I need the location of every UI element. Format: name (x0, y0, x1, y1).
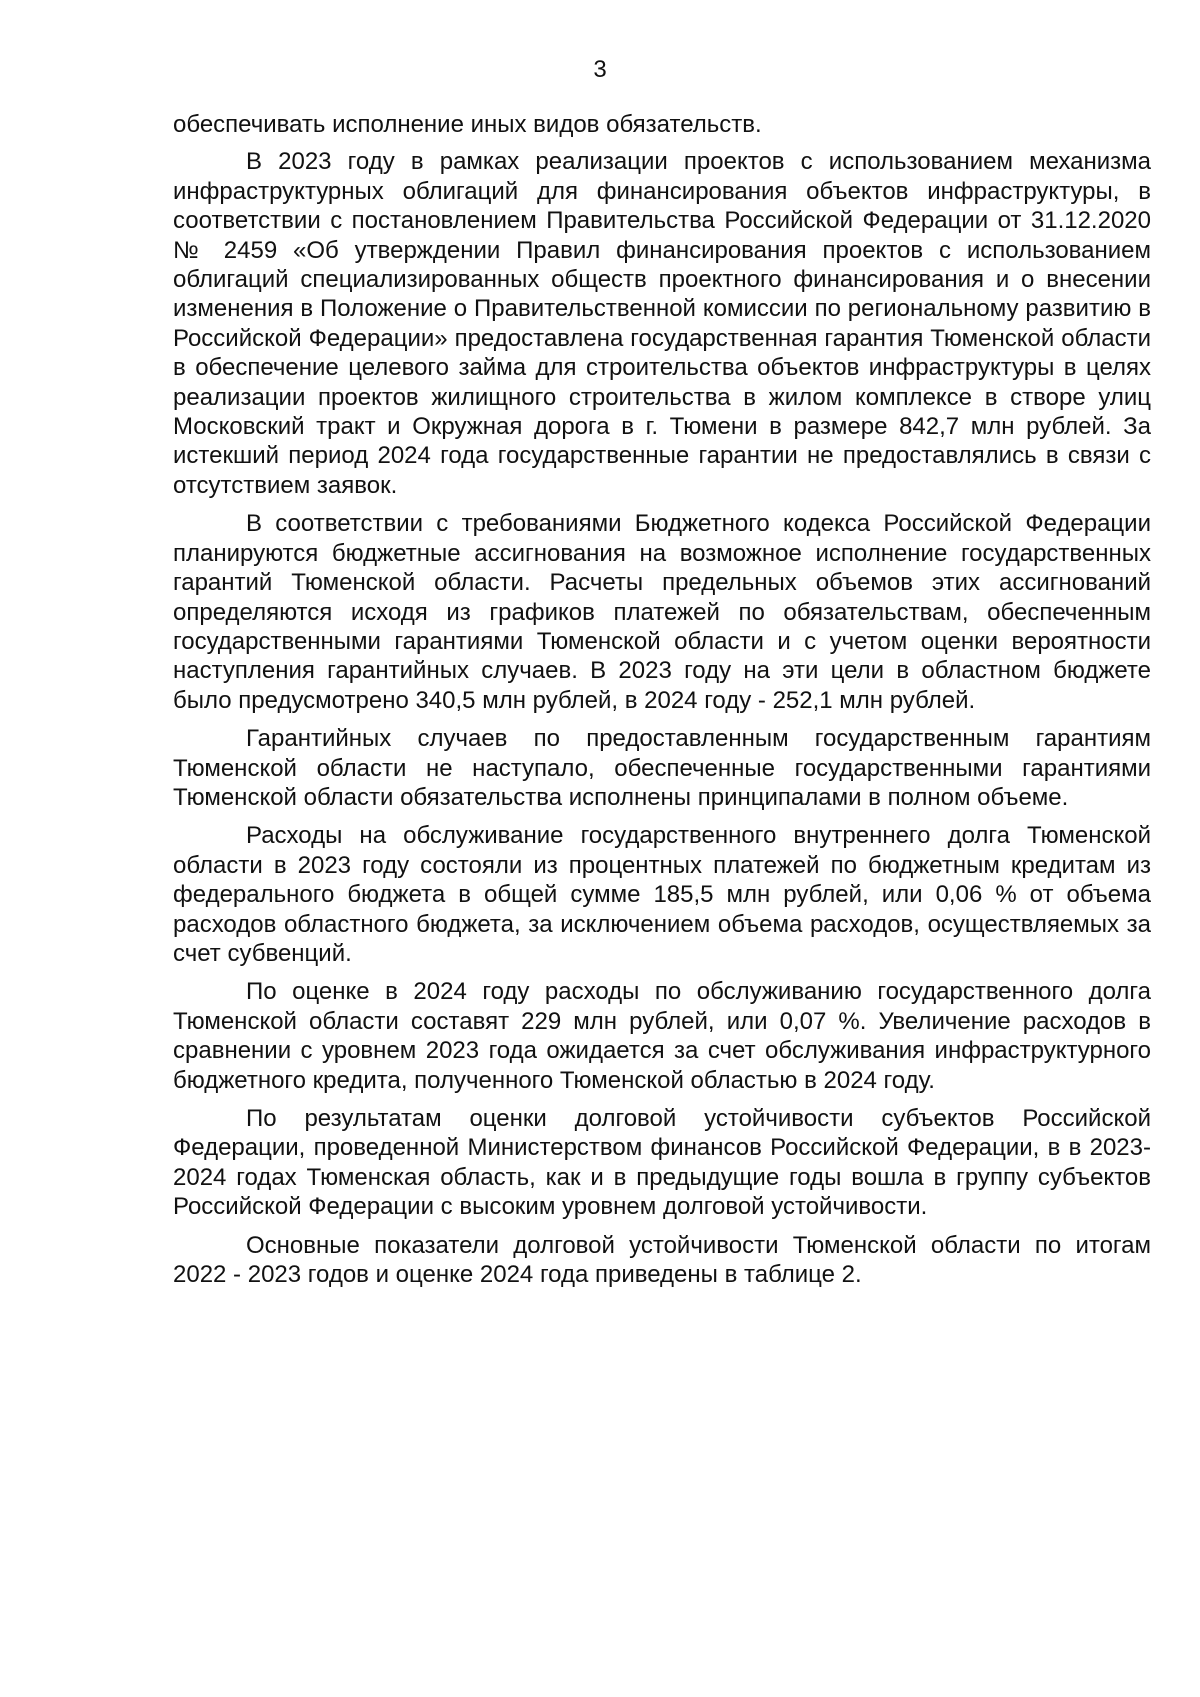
paragraph-debt-service-2023: Расходы на обслуживание государственного внутреннего долга Тюменской области в 2023 году состояли из процентных платежей по бюджетным кредитам из федерального бюджета в общей сумме 185,5 млн рублей, или 0,06 % от объема расходов областного бюджета, за исключением объема расходов, осуществляемых за счет субвенций. (173, 822, 1151, 967)
paragraph-infrastructure-bonds: В 2023 году в рамках реализации проектов с использованием механизма инфраструктурных облигаций для финансирования объектов инфраструктуры, в соответствии с постановлением Правительства Российской Федерации от 31.12.2020 № 2459 «Об утверждении Правил финансирования проектов с использованием облигаций специализированных обществ проектного финансирования и о внесении изменения в Положение о Правительственной комиссии по региональному развитию в Российской Федерации» предоставлена государственная гарантия Тюменской области в обеспечение целевого займа для строительства объектов инфраструктуры в целях реализации проектов жилищного строительства в жилом комплексе в створе улиц Московский тракт и Окружная дорога в г. Тюмени в размере 842,7 млн рублей. За истекший период 2024 года государственные гарантии не предоставлялись в связи с отсутствием заявок. (173, 148, 1151, 499)
paragraph-continuation: обеспечивать исполнение иных видов обязательств. (173, 111, 762, 138)
paragraph-table-reference: Основные показатели долговой устойчивости Тюменской области по итогам 2022 - 2023 годов и оценке 2024 года приведены в таблице 2. (173, 1231, 1151, 1289)
paragraph-guarantee-cases: Гарантийных случаев по предоставленным государственным гарантиям Тюменской области не наступало, обеспеченные государственными гарантиями Тюменской области обязательства исполнены принципалами в полном объеме. (173, 725, 1151, 811)
document-body (173, 110, 1151, 1298)
paragraph-budget-allocations: В соответствии с требованиями Бюджетного кодекса Российской Федерации планируются бюджетные ассигнования на возможное исполнение государственных гарантий Тюменской области. Расчеты предельных объемов этих ассигнований определяются исходя из графиков платежей по обязательствам, обеспеченным государственными гарантиями Тюменской области и с учетом оценки вероятности наступления гарантийных случаев. В 2023 году на эти цели в областном бюджете было предусмотрено 340,5 млн рублей, в 2024 году - 252,1 млн рублей. (173, 510, 1151, 714)
page-number: 3 (593, 56, 607, 83)
paragraph-debt-sustainability: По результатам оценки долговой устойчивости субъектов Российской Федерации, проведенной Министерством финансов Российской Федерации, в в 2023-2024 годах Тюменская область, как и в предыдущие годы вошла в группу субъектов Российской Федерации с высоким уровнем долговой устойчивости. (173, 1105, 1151, 1221)
paragraph-debt-service-2024: По оценке в 2024 году расходы по обслуживанию государственного долга Тюменской области составят 229 млн рублей, или 0,07 %. Увеличение расходов в сравнении с уровнем 2023 года ожидается за счет обслуживания инфраструктурного бюджетного кредита, полученного Тюменской областью в 2024 году. (173, 978, 1151, 1094)
